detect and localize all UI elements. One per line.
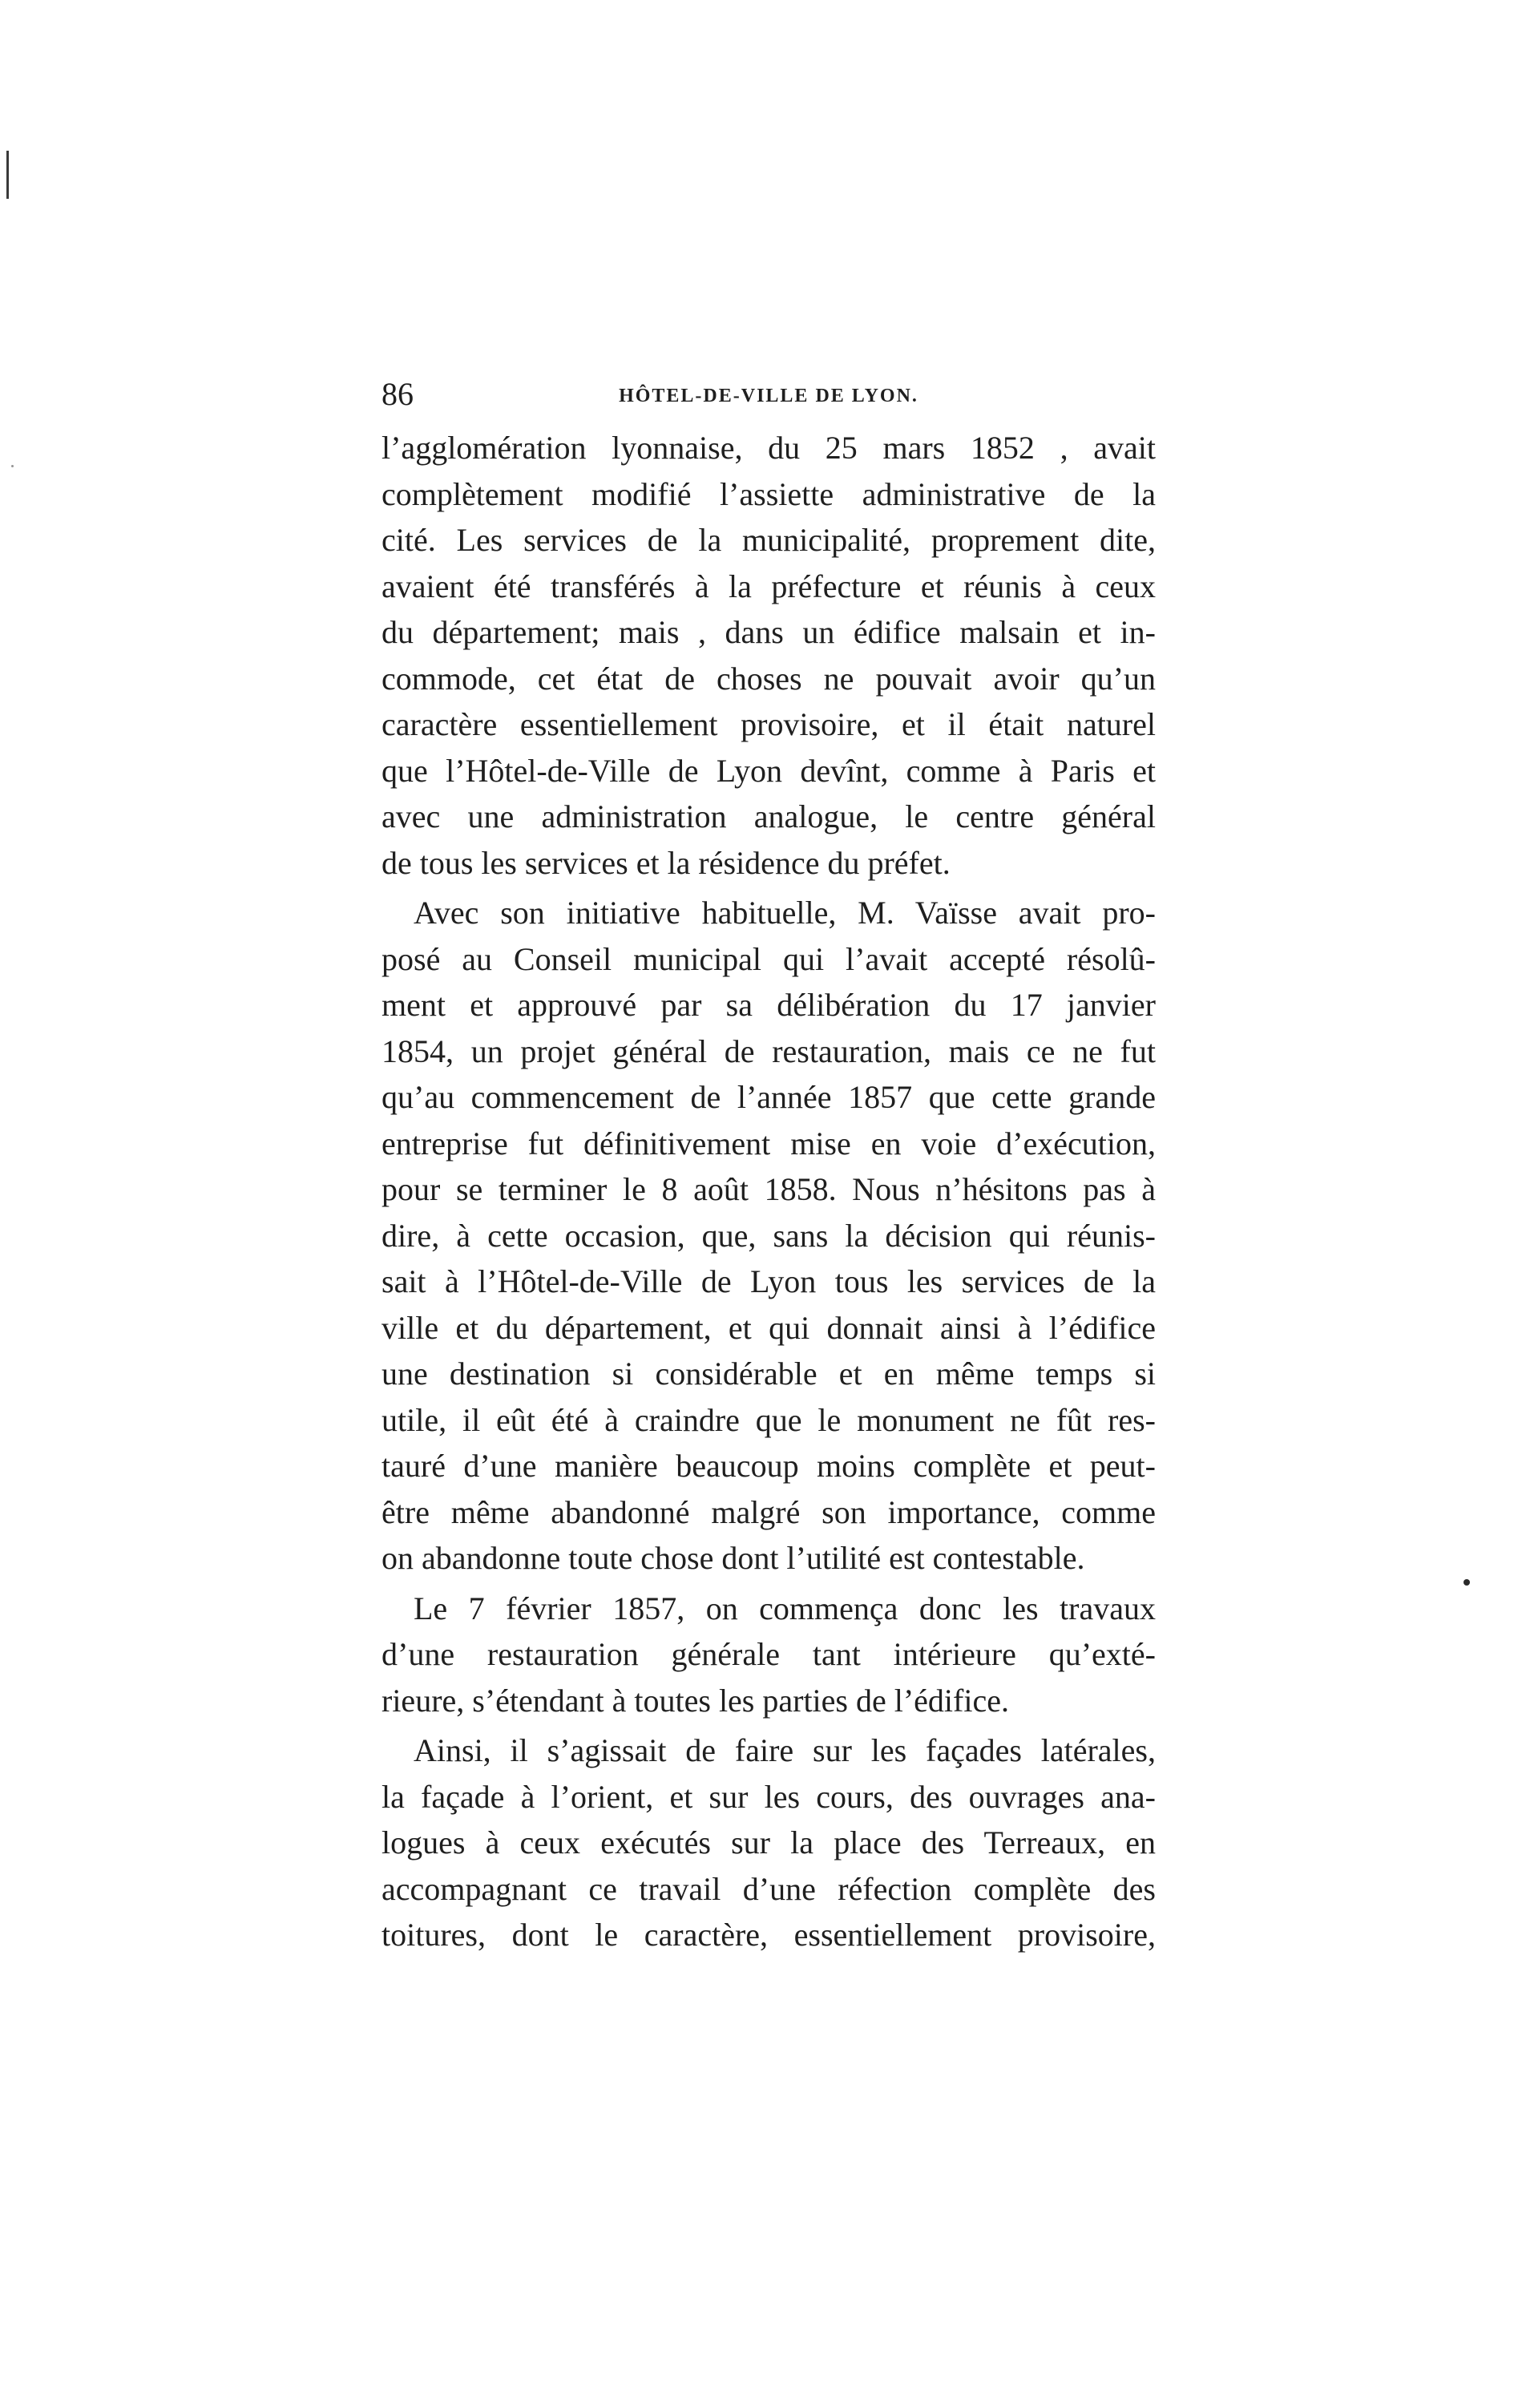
text-line: entreprise fut définitivement mise en voie d’exécution, xyxy=(382,1125,1156,1162)
text-line: commode, cet état de choses ne pouvait avoir qu’un xyxy=(382,660,1156,697)
text-line: tauré d’une manière beaucoup moins complète et peut- xyxy=(382,1448,1156,1484)
text-line: qu’au commencement de l’année 1857 que cette grande xyxy=(382,1079,1156,1115)
text-line: dire, à cette occasion, que, sans la décision qui réunis- xyxy=(382,1217,1156,1254)
text-line: la façade à l’orient, et sur les cours, des ouvrages ana- xyxy=(382,1778,1156,1815)
text-line: une destination si considérable et en même temps si xyxy=(382,1356,1156,1392)
text-line: être même abandonné malgré son importance, comme xyxy=(382,1493,1156,1530)
text-line: cité. Les services de la municipalité, proprement dite, xyxy=(382,522,1156,558)
text-line: ment et approuvé par sa délibération du 17 janvier xyxy=(382,987,1156,1023)
text-line: toitures, dont le caractère, essentiellement provisoire, xyxy=(382,1917,1156,1953)
text-line: 1854, un projet général de restauration, mais ce ne fut xyxy=(382,1032,1156,1069)
text-line: pour se terminer le 8 août 1858. Nous n’hésitons pas à xyxy=(382,1171,1156,1207)
text-line: on abandonne toute chose dont l’utilité est contestable. xyxy=(382,1540,1085,1576)
text-line: de tous les services et la résidence du préfet. xyxy=(382,844,951,881)
paragraph-3 xyxy=(382,1586,1156,1724)
page-number: 86 xyxy=(382,376,414,412)
text-line: Avec son initiative habituelle, M. Vaïsse avait pro- xyxy=(414,895,1156,931)
page-header xyxy=(382,370,1156,418)
text-line: rieure, s’étendant à toutes les parties de l’édifice. xyxy=(382,1682,1009,1719)
text-line: que l’Hôtel-de-Ville de Lyon devînt, comme à Paris et xyxy=(382,752,1156,789)
running-head: HÔTEL-DE-VILLE DE LYON. xyxy=(619,386,918,406)
text-line: l’agglomération lyonnaise, du 25 mars 1852 , avait xyxy=(382,430,1156,466)
text-line: accompagnant ce travail d’une réfection complète des xyxy=(382,1870,1156,1907)
text-line: avaient été transférés à la préfecture et réunis à ceux xyxy=(382,568,1156,604)
text-line: Ainsi, il s’agissait de faire sur les façades latérales, xyxy=(414,1732,1156,1768)
text-line: d’une restauration générale tant intérieure qu’exté- xyxy=(382,1636,1156,1672)
text-line: posé au Conseil municipal qui l’avait accepté résolû- xyxy=(382,940,1156,977)
paragraph-1 xyxy=(382,425,1156,886)
ink-speck xyxy=(1463,1579,1470,1586)
text-line: ville et du département, et qui donnait ainsi à l’édifice xyxy=(382,1309,1156,1346)
text-line: du département; mais , dans un édifice malsain et in- xyxy=(382,614,1156,650)
text-line: sait à l’Hôtel-de-Ville de Lyon tous les services de la xyxy=(382,1263,1156,1299)
text-line: avec une administration analogue, le centre général xyxy=(382,798,1156,834)
text-line: caractère essentiellement provisoire, et il était naturel xyxy=(382,706,1156,742)
paragraph-4 xyxy=(382,1727,1156,1958)
text-line: logues à ceux exécutés sur la place des Terreaux, en xyxy=(382,1824,1156,1861)
text-line: complètement modifié l’assiette administrative de la xyxy=(382,475,1156,512)
paragraph-2 xyxy=(382,890,1156,1582)
ink-speck xyxy=(11,465,14,467)
body-text xyxy=(382,425,1156,1958)
scan-edge-mark xyxy=(6,151,9,199)
text-line: utile, il eût été à craindre que le monument ne fût res- xyxy=(382,1401,1156,1438)
text-line: Le 7 février 1857, on commença donc les travaux xyxy=(414,1590,1156,1626)
